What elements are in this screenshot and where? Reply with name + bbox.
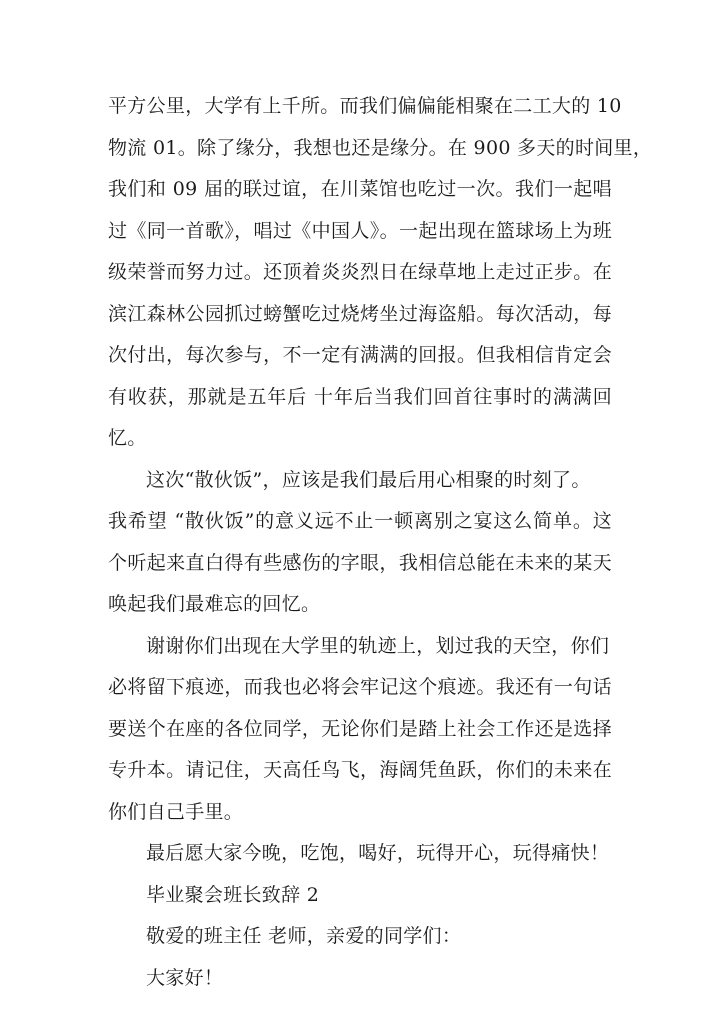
body-text	[108, 86, 653, 999]
text-line: 有收获，那就是五年后 十年后当我们回首往事时的满满回	[108, 385, 612, 408]
text-line: 谢谢你们出现在大学里的轨迹上，划过我的天空，你们	[146, 634, 610, 657]
text-line: 这次“散伙饭”，应该是我们最后用心相聚的时刻了。	[146, 468, 591, 491]
text-line: 滨江森林公园抓过螃蟹吃过烧烤坐过海盗船。每次活动，每	[108, 302, 612, 325]
text-line: 专升本。请记住，天高任鸟飞，海阔凭鱼跃，你们的未来在	[108, 759, 612, 781]
section-heading: 毕业聚会班长致辞 2	[146, 883, 320, 906]
text-line: 级荣誉而努力过。还顶着炎炎烈日在绿草地上走过正步。在	[108, 261, 612, 283]
text-line: 过《同一首歌》，唱过《中国人》。一起出现在篮球场上为班	[108, 219, 612, 242]
text-line: 必将留下痕迹，而我也必将会牢记这个痕迹。我还有一句话	[108, 676, 612, 698]
greeting: 大家好！	[146, 966, 224, 989]
text-line: 平方公里，大学有上千所。而我们偏偏能相聚在二工大的 10	[108, 95, 622, 117]
text-line: 物流 01。除了缘分，我想也还是缘分。在 900 多天的时间里，	[108, 136, 653, 159]
text-line: 个听起来直白得有些感伤的字眼，我相信总能在未来的某天	[108, 551, 612, 574]
text-line: 我希望 “散伙饭”的意义远不止一顿离别之宴这么简单。这	[108, 510, 612, 532]
text-line: 最后愿大家今晚，吃饱，喝好，玩得开心，玩得痛快！	[146, 842, 610, 864]
salutation: 敬爱的班主任 老师，亲爱的同学们：	[146, 925, 462, 947]
text-line: 要送个在座的各位同学，无论你们是踏上社会工作还是选择	[108, 717, 612, 740]
text-line: 次付出，每次参与，不一定有满满的回报。但我相信肯定会	[108, 344, 612, 366]
text-line: 你们自己手里。	[108, 800, 244, 823]
text-line: 我们和 09 届的联过谊，在川菜馆也吃过一次。我们一起唱	[108, 178, 612, 200]
text-line: 唤起我们最难忘的回忆。	[108, 593, 321, 615]
text-line: 忆。	[108, 427, 147, 449]
